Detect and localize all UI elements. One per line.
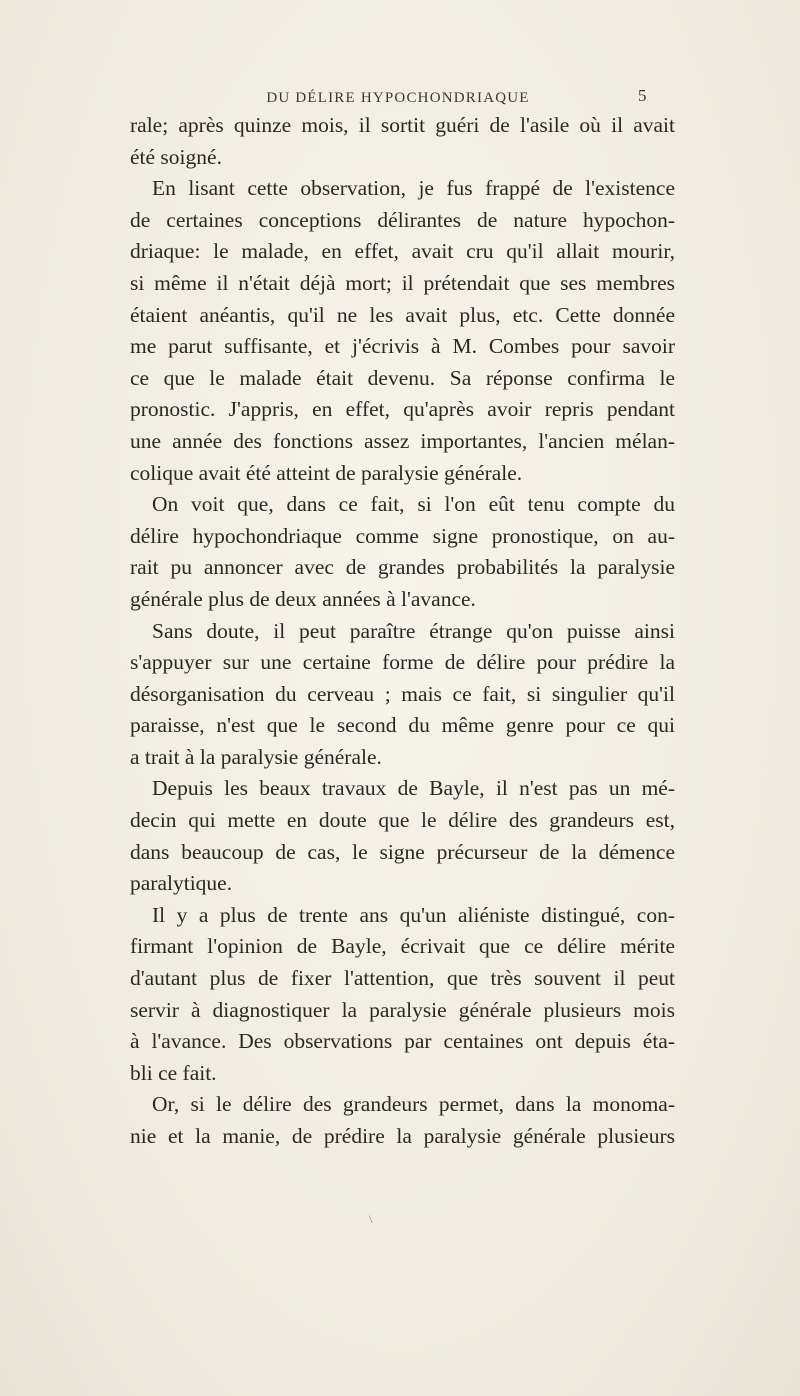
text-line: paraisse, n'est que le second du même genre pour ce qui bbox=[130, 713, 675, 738]
text-line: d'autant plus de fixer l'attention, que très souvent il peut bbox=[130, 966, 675, 991]
text-line: ce que le malade était devenu. Sa réponse confirma le bbox=[130, 365, 675, 390]
text-line: En lisant cette observation, je fus frappé de l'existence bbox=[152, 176, 675, 201]
text-line: nie et la manie, de prédire la paralysie générale plusieurs bbox=[130, 1124, 675, 1148]
text-line: étaient anéantis, qu'il ne les avait plus, etc. Cette donnée bbox=[130, 302, 675, 327]
text-line: paralytique. bbox=[130, 871, 233, 896]
text-line: rait pu annoncer avec de grandes probabilités la paralysie bbox=[130, 555, 675, 580]
text-line: Sans doute, il peut paraître étrange qu'on puisse ainsi bbox=[152, 618, 675, 643]
text-line: de certaines conceptions délirantes de nature hypochon- bbox=[130, 207, 675, 232]
text-line: Il y a plus de trente ans qu'un aliéniste distingué, con- bbox=[152, 902, 675, 927]
text-line: une année des fonctions assez importantes, l'ancien mélan- bbox=[130, 428, 675, 453]
text-line: Depuis les beaux travaux de Bayle, il n'est pas un mé- bbox=[152, 776, 675, 801]
text-line: me parut suffisante, et j'écrivis à M. Combes pour savoir bbox=[130, 334, 675, 359]
text-line: bli ce fait. bbox=[130, 1060, 217, 1085]
text-line: decin qui mette en doute que le délire des grandeurs est, bbox=[130, 808, 675, 833]
text-line: à l'avance. Des observations par centaines ont depuis éta- bbox=[130, 1029, 675, 1054]
text-line: On voit que, dans ce fait, si l'on eût tenu compte du bbox=[152, 492, 675, 517]
text-line: rale; après quinze mois, il sortit guéri de l'asile où il avait bbox=[130, 113, 675, 137]
text-line: servir à diagnostiquer la paralysie générale plusieurs mois bbox=[130, 997, 675, 1022]
stray-mark: \ bbox=[369, 1212, 373, 1226]
running-title: DU DÉLIRE HYPOCHONDRIAQUE bbox=[266, 90, 530, 106]
text-line: désorganisation du cerveau ; mais ce fait, si singulier qu'il bbox=[130, 681, 675, 706]
text-line: s'appuyer sur une certaine forme de délire pour prédire la bbox=[130, 650, 675, 675]
text-line: pronostic. J'appris, en effet, qu'après avoir repris pendant bbox=[130, 397, 675, 422]
text-line: colique avait été atteint de paralysie générale. bbox=[130, 460, 523, 485]
text-line: générale plus de deux années à l'avance. bbox=[130, 586, 476, 611]
text-line: été soigné. bbox=[130, 144, 222, 169]
text-line: driaque: le malade, en effet, avait cru qu'il allait mourir, bbox=[130, 239, 675, 264]
text-line: dans beaucoup de cas, le signe précurseur de la démence bbox=[130, 839, 675, 864]
page-number: 5 bbox=[638, 86, 647, 105]
text-line: firmant l'opinion de Bayle, écrivait que ce délire mérite bbox=[130, 934, 675, 959]
text-line: Or, si le délire des grandeurs permet, dans la monoma- bbox=[152, 1092, 675, 1117]
text-line: a trait à la paralysie générale. bbox=[130, 744, 382, 769]
body-text bbox=[130, 110, 675, 1153]
text-line: délire hypochondriaque comme signe pronostique, on au- bbox=[130, 523, 675, 548]
text-line: si même il n'était déjà mort; il prétendait que ses membres bbox=[130, 270, 675, 295]
